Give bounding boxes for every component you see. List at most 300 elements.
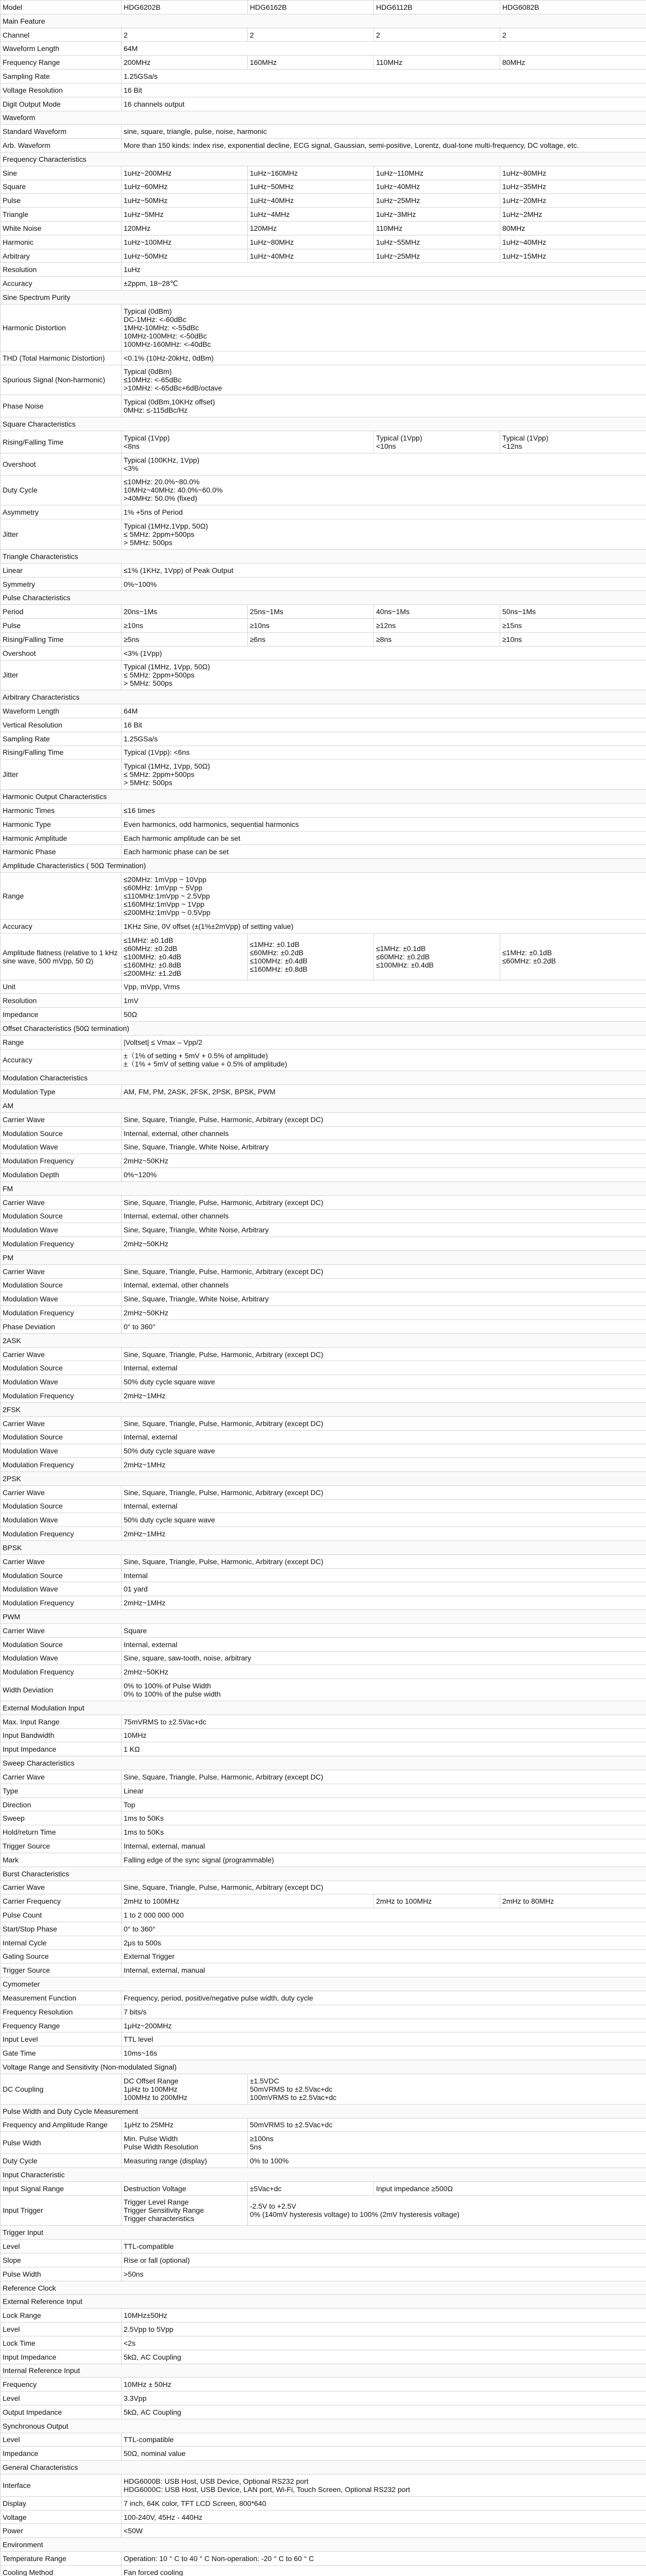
section-title: Pulse Characteristics [1, 591, 646, 605]
spec-row [1, 304, 646, 351]
spec-value: Internal, external [122, 1430, 646, 1444]
header-cell: HDG6202B [122, 1, 248, 14]
spec-value: 1uHz~80MHz [248, 235, 374, 249]
spec-row [1, 619, 646, 633]
spec-label: Trigger Source [1, 1963, 122, 1977]
spec-label: Harmonic Phase [1, 845, 122, 859]
spec-value: 5kΩ, AC Coupling [122, 2405, 646, 2419]
spec-label: Jitter [1, 759, 122, 790]
spec-value: TTL level [122, 2032, 646, 2046]
spec-row [1, 660, 646, 690]
section-title: Environment [1, 2538, 646, 2552]
spec-value: 80MHz [500, 222, 646, 235]
section-title: 2ASK [1, 1333, 646, 1347]
spec-row [1, 1950, 646, 1963]
spec-value: 75mVRMS to ±2.5Vac+dc [122, 1715, 646, 1728]
section-title: BPSK [1, 1541, 646, 1555]
spec-label: Accuracy [1, 277, 122, 291]
spec-label: Modulation Wave [1, 1140, 122, 1154]
spec-row [1, 980, 646, 994]
spec-value: Sine, Square, Triangle, Pulse, Harmonic, Arbitrary (except DC) [122, 1264, 646, 1278]
header-cell: HDG6082B [500, 1, 646, 14]
spec-label: Period [1, 605, 122, 619]
spec-value: >50ns [122, 2267, 646, 2281]
section-header-row [1, 1701, 646, 1715]
spec-value: Internal, external, manual [122, 1839, 646, 1853]
spec-row [1, 83, 646, 97]
section-title: Arbitrary Characteristics [1, 690, 646, 704]
section-title: Pulse Width and Duty Cycle Measurement [1, 2104, 646, 2118]
spec-value: Internal, external, other channels [122, 1209, 646, 1223]
section-title: Frequency Characteristics [1, 152, 646, 166]
spec-value: Sine, Square, Triangle, White Noise, Arbitrary [122, 1140, 646, 1154]
spec-value: 110MHz [374, 222, 500, 235]
spec-value: 1uHz~40MHz [248, 194, 374, 208]
spec-value: 50Ω, nominal value [122, 2447, 646, 2461]
spec-row [1, 1637, 646, 1651]
spec-value: 1uHz~4MHz [248, 208, 374, 222]
spec-value: 40ns~1Ms [374, 605, 500, 619]
spec-value: ≥100ns 5ns [248, 2132, 646, 2154]
spec-label: Arbitrary [1, 249, 122, 263]
section-header-row [1, 2060, 646, 2074]
spec-row [1, 2405, 646, 2419]
section-title: Synchronous Output [1, 2419, 646, 2433]
spec-label: Modulation Frequency [1, 1527, 122, 1541]
spec-row [1, 1715, 646, 1728]
spec-value: 1uHz~35MHz [500, 180, 646, 194]
spec-row [1, 2392, 646, 2405]
spec-value: 3.3Vpp [122, 2392, 646, 2405]
section-title: Internal Reference Input [1, 2364, 646, 2378]
spec-row [1, 2005, 646, 2019]
spec-value: 2μs to 500s [122, 1936, 646, 1950]
section-title: AM [1, 1099, 646, 1113]
spec-value: 80MHz [500, 56, 646, 70]
section-header-row [1, 790, 646, 804]
spec-label: Frequency [1, 2378, 122, 2392]
spec-row [1, 1554, 646, 1568]
spec-label: Jitter [1, 519, 122, 550]
section-header-row [1, 1867, 646, 1880]
spec-row [1, 222, 646, 235]
spec-row [1, 1292, 646, 1306]
header-row [1, 1, 646, 14]
spec-row [1, 1237, 646, 1251]
spec-row [1, 1651, 646, 1665]
spec-row [1, 1880, 646, 1894]
spec-row [1, 919, 646, 933]
spec-value: 50mVRMS to ±2.5Vac+dc [248, 2118, 646, 2132]
spec-label: Square [1, 180, 122, 194]
spec-value: 2mHz~50KHz [122, 1154, 646, 1168]
spec-row [1, 1209, 646, 1223]
spec-value: 16 Bit [122, 718, 646, 732]
spec-label: Modulation Wave [1, 1444, 122, 1458]
spec-value: 1uHz~100MHz [122, 235, 248, 249]
spec-value: Rise or fall (optional) [122, 2253, 646, 2267]
spec-value: ≥5ns [122, 632, 248, 646]
spec-row [1, 1936, 646, 1950]
spec-value: 1 to 2 000 000 000 [122, 1908, 646, 1922]
spec-value: 1% +5ns of Period [122, 505, 646, 519]
spec-value: 16 channels output [122, 97, 646, 111]
spec-value: Each harmonic amplitude can be set [122, 831, 646, 845]
spec-value: 1uHz~40MHz [248, 249, 374, 263]
spec-row [1, 2019, 646, 2032]
spec-value: 64M [122, 42, 646, 56]
spec-value: ≥6ns [248, 632, 374, 646]
spec-row [1, 745, 646, 759]
section-header-row [1, 2461, 646, 2475]
spec-label: Internal Cycle [1, 1936, 122, 1950]
spec-value: 50Ω [122, 1008, 646, 1022]
spec-value: 1uHz~15MHz [500, 249, 646, 263]
spec-row [1, 1679, 646, 1701]
spec-value: Internal [122, 1568, 646, 1582]
spec-label: Spurious Signal (Non-harmonic) [1, 365, 122, 395]
spec-row [1, 1389, 646, 1403]
spec-label: Range [1, 873, 122, 920]
spec-row [1, 1596, 646, 1610]
spec-label: Level [1, 2392, 122, 2405]
spec-row [1, 1085, 646, 1099]
spec-label: Frequency and Amplitude Range [1, 2118, 122, 2132]
spec-label: Level [1, 2323, 122, 2336]
spec-value: Input impedance ≥500Ω [374, 2181, 646, 2195]
section-header-row [1, 550, 646, 564]
section-header-row [1, 2104, 646, 2118]
spec-label: Harmonic Type [1, 817, 122, 831]
spec-label: Input Impedance [1, 1742, 122, 1756]
spec-label: Harmonic Amplitude [1, 831, 122, 845]
spec-label: Carrier Frequency [1, 1894, 122, 1908]
section-header-row [1, 14, 646, 28]
spec-label: Impedance [1, 2447, 122, 2461]
section-header-row [1, 690, 646, 704]
spec-row [1, 1154, 646, 1168]
spec-row [1, 431, 646, 453]
spec-row [1, 180, 646, 194]
spec-value: Sine, Square, Triangle, Pulse, Harmonic, Arbitrary (except DC) [122, 1416, 646, 1430]
spec-value: Internal, external, manual [122, 1963, 646, 1977]
spec-label: Unit [1, 980, 122, 994]
spec-label: Pulse Width [1, 2267, 122, 2281]
spec-value: ±1.5VDC 50mVRMS to ±2.5Vac+dc 100mVRMS to ±2.5Vac+dc [248, 2074, 646, 2104]
spec-value: 120MHz [122, 222, 248, 235]
spec-value: 1uHz~50MHz [248, 180, 374, 194]
spec-value: -2.5V to +2.5V 0% (140mV hysteresis voltage) to 100% (2mV hysteresis voltage) [248, 2195, 646, 2226]
spec-value: <50W [122, 2524, 646, 2538]
spec-row [1, 395, 646, 417]
spec-value: <2s [122, 2336, 646, 2350]
spec-value: 1KHz Sine, 0V offset (±(1%±2mVpp) of setting value) [122, 919, 646, 933]
spec-label: Gate Time [1, 2046, 122, 2060]
spec-row [1, 235, 646, 249]
spec-row [1, 1963, 646, 1977]
spec-value: 1uHz~2MHz [500, 208, 646, 222]
spec-label: Modulation Frequency [1, 1596, 122, 1610]
spec-row [1, 732, 646, 745]
spec-value: ≤1% (1KHz, 1Vpp) of Peak Output [122, 563, 646, 577]
spec-value: 10MHz ± 50Hz [122, 2378, 646, 2392]
spec-value: 0% to 100% of Pulse Width 0% to 100% of the pulse width [122, 1679, 646, 1701]
section-title: Triangle Characteristics [1, 550, 646, 564]
spec-value: 1uHz~50MHz [122, 249, 248, 263]
spec-value: 100-240V, 45Hz - 440Hz [122, 2510, 646, 2524]
spec-value: Even harmonics, odd harmonics, sequential harmonics [122, 817, 646, 831]
section-title: External Modulation Input [1, 1701, 646, 1715]
spec-label: Cooling Method [1, 2565, 122, 2576]
spec-value: Typical (1Vpp) <12ns [500, 431, 646, 453]
spec-row [1, 632, 646, 646]
spec-label: Type [1, 1784, 122, 1798]
spec-label: Resolution [1, 263, 122, 277]
spec-value: 1uHz~40MHz [374, 180, 500, 194]
spec-label: Interface [1, 2475, 122, 2497]
section-header-row [1, 1250, 646, 1264]
spec-value: 1uHz~40MHz [500, 235, 646, 249]
spec-label: Carrier Wave [1, 1770, 122, 1784]
spec-label: Display [1, 2496, 122, 2510]
spec-row [1, 56, 646, 70]
spec-value: 2 [122, 28, 248, 42]
spec-row [1, 505, 646, 519]
header-cell: HDG6162B [248, 1, 374, 14]
spec-label: Trigger Source [1, 1839, 122, 1853]
spec-row [1, 2118, 646, 2132]
spec-row [1, 2240, 646, 2253]
spec-row [1, 1527, 646, 1541]
spec-label: Accuracy [1, 919, 122, 933]
spec-row [1, 1582, 646, 1596]
section-title: Amplitude Characteristics ( 50Ω Termination) [1, 859, 646, 873]
spec-label: Hold/return Time [1, 1825, 122, 1839]
spec-value: Sine, Square, Triangle, White Noise, Arbitrary [122, 1292, 646, 1306]
spec-row [1, 249, 646, 263]
spec-label: Modulation Wave [1, 1223, 122, 1237]
spec-label: Carrier Wave [1, 1416, 122, 1430]
section-header-row [1, 1756, 646, 1770]
spec-value: 1 KΩ [122, 1742, 646, 1756]
spec-value: Typical (1MHz, 1Vpp, 50Ω) ≤ 5MHz: 2ppm+500ps > 5MHz: 500ps [122, 660, 646, 690]
spec-value: 1μHz~200MHz [122, 2019, 646, 2032]
spec-row [1, 704, 646, 718]
spec-row [1, 1035, 646, 1049]
section-header-row [1, 1333, 646, 1347]
spec-label: THD (Total Harmonic Distortion) [1, 351, 122, 365]
spec-label: Modulation Source [1, 1430, 122, 1444]
spec-row [1, 70, 646, 83]
spec-row [1, 1112, 646, 1126]
spec-label: Rising/Falling Time [1, 632, 122, 646]
spec-value: Internal, external [122, 1499, 646, 1513]
spec-row [1, 2074, 646, 2104]
section-header-row [1, 152, 646, 166]
spec-row [1, 1568, 646, 1582]
section-title: Input Characteristic [1, 2167, 646, 2181]
spec-row [1, 125, 646, 139]
spec-value: Sine, Square, Triangle, White Noise, Arbitrary [122, 1223, 646, 1237]
spec-label: Modulation Source [1, 1126, 122, 1140]
spec-label: Input Impedance [1, 2350, 122, 2364]
spec-row [1, 831, 646, 845]
section-title: Waveform [1, 111, 646, 125]
spec-value: 16 Bit [122, 83, 646, 97]
spec-value: 10ms~16s [122, 2046, 646, 2060]
spec-label: Frequency Range [1, 56, 122, 70]
spec-value: External Trigger [122, 1950, 646, 1963]
spec-label: Phase Noise [1, 395, 122, 417]
spec-value: 2mHz~1MHz [122, 1596, 646, 1610]
spec-value: 50% duty cycle square wave [122, 1513, 646, 1527]
spec-row [1, 1126, 646, 1140]
spec-value: 1uHz~5MHz [122, 208, 248, 222]
spec-value: <0.1% (10Hz-20kHz, 0dBm) [122, 351, 646, 365]
spec-label: Modulation Frequency [1, 1389, 122, 1403]
spec-label: Modulation Depth [1, 1168, 122, 1182]
spec-label: Harmonic [1, 235, 122, 249]
spec-value: ≥15ns [500, 619, 646, 633]
spec-value: 7 inch, 64K color, TFT LCD Screen, 800*640 [122, 2496, 646, 2510]
section-title: Voltage Range and Sensitivity (Non-modulated Signal) [1, 2060, 646, 2074]
section-title: Square Characteristics [1, 417, 646, 431]
spec-value: ≥8ns [374, 632, 500, 646]
spec-value: 1uHz~80MHz [500, 166, 646, 180]
spec-row [1, 2195, 646, 2226]
spec-value: Linear [122, 1784, 646, 1798]
spec-row [1, 646, 646, 660]
spec-row [1, 139, 646, 152]
spec-label: Width Deviation [1, 1679, 122, 1701]
spec-label: Carrier Wave [1, 1195, 122, 1209]
spec-value: 2mHz to 100MHz [122, 1894, 374, 1908]
spec-label: Accuracy [1, 1049, 122, 1071]
section-title: General Characteristics [1, 2461, 646, 2475]
spec-value: Sine, Square, Triangle, Pulse, Harmonic, Arbitrary (except DC) [122, 1347, 646, 1361]
spec-value: 1uHz~25MHz [374, 194, 500, 208]
spec-value: 2mHz to 100MHz [374, 1894, 500, 1908]
spec-value: Sine, Square, Triangle, Pulse, Harmonic, Arbitrary (except DC) [122, 1485, 646, 1499]
spec-label: Level [1, 2433, 122, 2447]
section-title: Modulation Characteristics [1, 1071, 646, 1085]
spec-value: 01 yard [122, 1582, 646, 1596]
spec-label: Carrier Wave [1, 1623, 122, 1637]
spec-value: 5kΩ, AC Coupling [122, 2350, 646, 2364]
spec-value: 20ns~1Ms [122, 605, 248, 619]
spec-value: 50ns~1Ms [500, 605, 646, 619]
spec-row [1, 1485, 646, 1499]
spec-value: 1uHz~3MHz [374, 208, 500, 222]
spec-value: 0° to 360° [122, 1320, 646, 1334]
spec-value: Operation: 10 ° C to 40 ° C Non-operation: -20 ° C to 60 ° C [122, 2552, 646, 2566]
spec-row [1, 804, 646, 818]
section-header-row [1, 111, 646, 125]
section-title: Offset Characteristics (50Ω termination) [1, 1021, 646, 1035]
spec-row [1, 166, 646, 180]
spec-label: Triangle [1, 208, 122, 222]
spec-value: 2.5Vpp to 5Vpp [122, 2323, 646, 2336]
section-header-row [1, 1099, 646, 1113]
section-header-row [1, 591, 646, 605]
spec-value: ≤16 times [122, 804, 646, 818]
spec-label: Arb. Waveform [1, 139, 122, 152]
spec-row [1, 718, 646, 732]
spec-table-body [1, 1, 646, 2576]
spec-row [1, 1811, 646, 1825]
section-header-row [1, 2295, 646, 2309]
spec-label: Symmetry [1, 577, 122, 591]
spec-label: Frequency Range [1, 2019, 122, 2032]
spec-value: Internal, external, other channels [122, 1278, 646, 1292]
spec-label: Input Trigger [1, 2195, 122, 2226]
spec-label: Carrier Wave [1, 1347, 122, 1361]
spec-row [1, 1922, 646, 1936]
spec-label: Power [1, 2524, 122, 2538]
section-header-row [1, 859, 646, 873]
section-header-row [1, 2538, 646, 2552]
spec-label: Modulation Wave [1, 1651, 122, 1665]
spec-row [1, 2496, 646, 2510]
spec-row [1, 759, 646, 790]
spec-label: Modulation Wave [1, 1375, 122, 1389]
spec-value: 1uHz~160MHz [248, 166, 374, 180]
spec-label: Level [1, 2240, 122, 2253]
section-title: Harmonic Output Characteristics [1, 790, 646, 804]
spec-label: Modulation Wave [1, 1292, 122, 1306]
spec-row [1, 1784, 646, 1798]
spec-label: Modulation Wave [1, 1513, 122, 1527]
spec-value: 2mHz~1MHz [122, 1458, 646, 1472]
spec-row [1, 365, 646, 395]
spec-label: Modulation Source [1, 1568, 122, 1582]
spec-label: Sampling Rate [1, 70, 122, 83]
spec-label: White Noise [1, 222, 122, 235]
spec-label: Standard Waveform [1, 125, 122, 139]
spec-label: Gating Source [1, 1950, 122, 1963]
spec-label: Modulation Frequency [1, 1237, 122, 1251]
spec-row [1, 475, 646, 505]
section-header-row [1, 2364, 646, 2378]
spec-value: 1uHz~60MHz [122, 180, 248, 194]
spec-row [1, 2433, 646, 2447]
spec-row [1, 2132, 646, 2154]
spec-row [1, 1008, 646, 1022]
spec-label: Sampling Rate [1, 732, 122, 745]
spec-value: ±2ppm, 18~28℃ [122, 277, 646, 291]
spec-row [1, 2181, 646, 2195]
spec-label: Voltage [1, 2510, 122, 2524]
spec-value: 10MHz±50Hz [122, 2309, 646, 2323]
section-title: 2FSK [1, 1402, 646, 1416]
spec-value: ≤1MHz: ±0.1dB ≤60MHz: ±0.2dB ≤100MHz: ±0.4dB ≤160MHz: ±0.8dB ≤200MHz: ±1.2dB [122, 933, 248, 980]
spec-label: Vertical Resolution [1, 718, 122, 732]
section-title: FM [1, 1181, 646, 1195]
spec-row [1, 2154, 646, 2168]
spec-label: Resolution [1, 994, 122, 1008]
section-header-row [1, 2419, 646, 2433]
spec-row [1, 994, 646, 1008]
spec-row [1, 2565, 646, 2576]
spec-row [1, 1894, 646, 1908]
spec-row [1, 563, 646, 577]
spec-row [1, 453, 646, 475]
section-header-row [1, 1471, 646, 1485]
spec-value: ≥10ns [248, 619, 374, 633]
spec-label: Input Signal Range [1, 2181, 122, 2195]
section-header-row [1, 1071, 646, 1085]
spec-label: Amplitude flatness (relative to 1 kHz sine wave, 500 mVpp, 50 Ω) [1, 933, 122, 980]
